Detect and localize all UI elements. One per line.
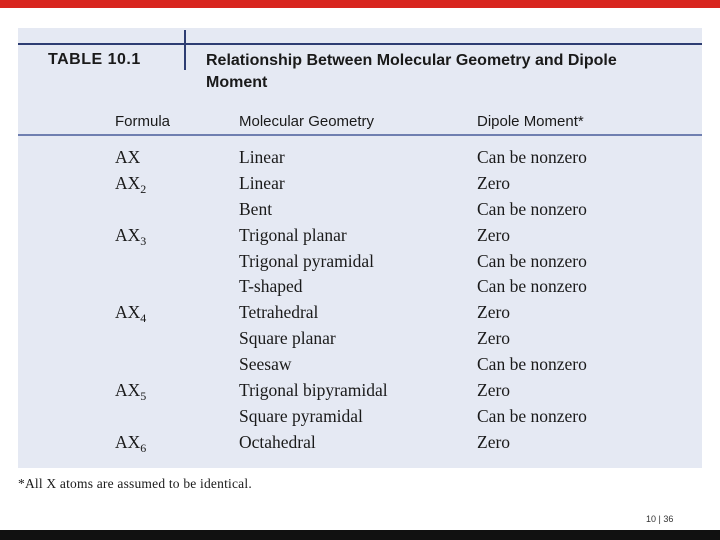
header-rule: [18, 43, 702, 45]
bottom-bar: [0, 530, 720, 540]
geometry-cell: Linear: [239, 172, 285, 193]
formula-cell: [115, 380, 147, 404]
table-number: TABLE 10.1: [48, 51, 141, 68]
formula-cell: [115, 147, 140, 168]
formula-subscript: 2: [140, 181, 147, 196]
formula-subscript: 5: [140, 389, 147, 404]
formula-base: AX: [115, 172, 141, 193]
table-row: [18, 223, 702, 249]
geometry-cell: Trigonal bipyramidal: [239, 380, 388, 401]
dipole-cell: Zero: [477, 328, 511, 349]
table-title: Relationship Between Molecular Geometry and Dipole Moment: [206, 52, 617, 91]
table-row: [18, 197, 702, 223]
dipole-cell: Can be nonzero: [477, 198, 587, 219]
dipole-cell: Zero: [477, 302, 511, 323]
formula-subscript: 6: [140, 440, 147, 455]
table-row: [18, 430, 702, 456]
dipole-cell: Can be nonzero: [477, 354, 587, 375]
formula-base: AX: [115, 302, 141, 323]
formula-cell: [115, 302, 147, 326]
table-row: [18, 352, 702, 378]
geometry-cell: T-shaped: [239, 276, 303, 297]
dipole-cell: Zero: [477, 431, 511, 452]
slide-number: 10 | 36: [646, 514, 674, 524]
table-row: [18, 249, 702, 275]
dipole-cell: Zero: [477, 380, 511, 401]
dipole-cell: Can be nonzero: [477, 250, 587, 271]
footnote: *All X atoms are assumed to be identical.: [18, 476, 252, 491]
table-panel: [18, 28, 702, 468]
top-accent-bar: [0, 0, 720, 8]
table-row: [18, 300, 702, 326]
dipole-cell: Can be nonzero: [477, 276, 587, 297]
table-row: [18, 378, 702, 404]
column-header-formula: Formula: [115, 113, 171, 130]
table-body: [18, 145, 702, 456]
formula-base: AX: [115, 380, 141, 401]
geometry-cell: Tetrahedral: [239, 302, 319, 323]
formula-subscript: 3: [140, 233, 147, 248]
table-row: [18, 145, 702, 171]
geometry-cell: Trigonal planar: [239, 224, 347, 245]
column-header-rule: [18, 134, 702, 136]
dipole-cell: Can be nonzero: [477, 405, 587, 426]
table-row: [18, 404, 702, 430]
formula-base: AX: [115, 224, 141, 245]
geometry-cell: Square pyramidal: [239, 405, 363, 426]
geometry-cell: Octahedral: [239, 431, 316, 452]
geometry-cell: Square planar: [239, 328, 336, 349]
geometry-cell: Bent: [239, 198, 273, 219]
formula-base: AX: [115, 147, 141, 167]
table-row: [18, 326, 702, 352]
formula-cell: [115, 173, 146, 194]
formula-cell: [115, 225, 146, 246]
table-row: [18, 274, 702, 300]
formula-subscript: 4: [140, 311, 147, 326]
geometry-cell: Linear: [239, 147, 285, 167]
dipole-cell: Can be nonzero: [477, 147, 587, 167]
formula-base: AX: [115, 431, 141, 452]
geometry-cell: Seesaw: [239, 354, 292, 375]
column-header-dipole: Dipole Moment*: [477, 113, 584, 130]
column-header-geometry: Molecular Geometry: [239, 113, 375, 130]
dipole-cell: Zero: [477, 224, 511, 245]
formula-cell: [115, 432, 146, 453]
header-divider: [184, 30, 186, 70]
table-row: [18, 171, 702, 197]
dipole-cell: Zero: [477, 172, 511, 193]
geometry-cell: Trigonal pyramidal: [239, 250, 374, 271]
